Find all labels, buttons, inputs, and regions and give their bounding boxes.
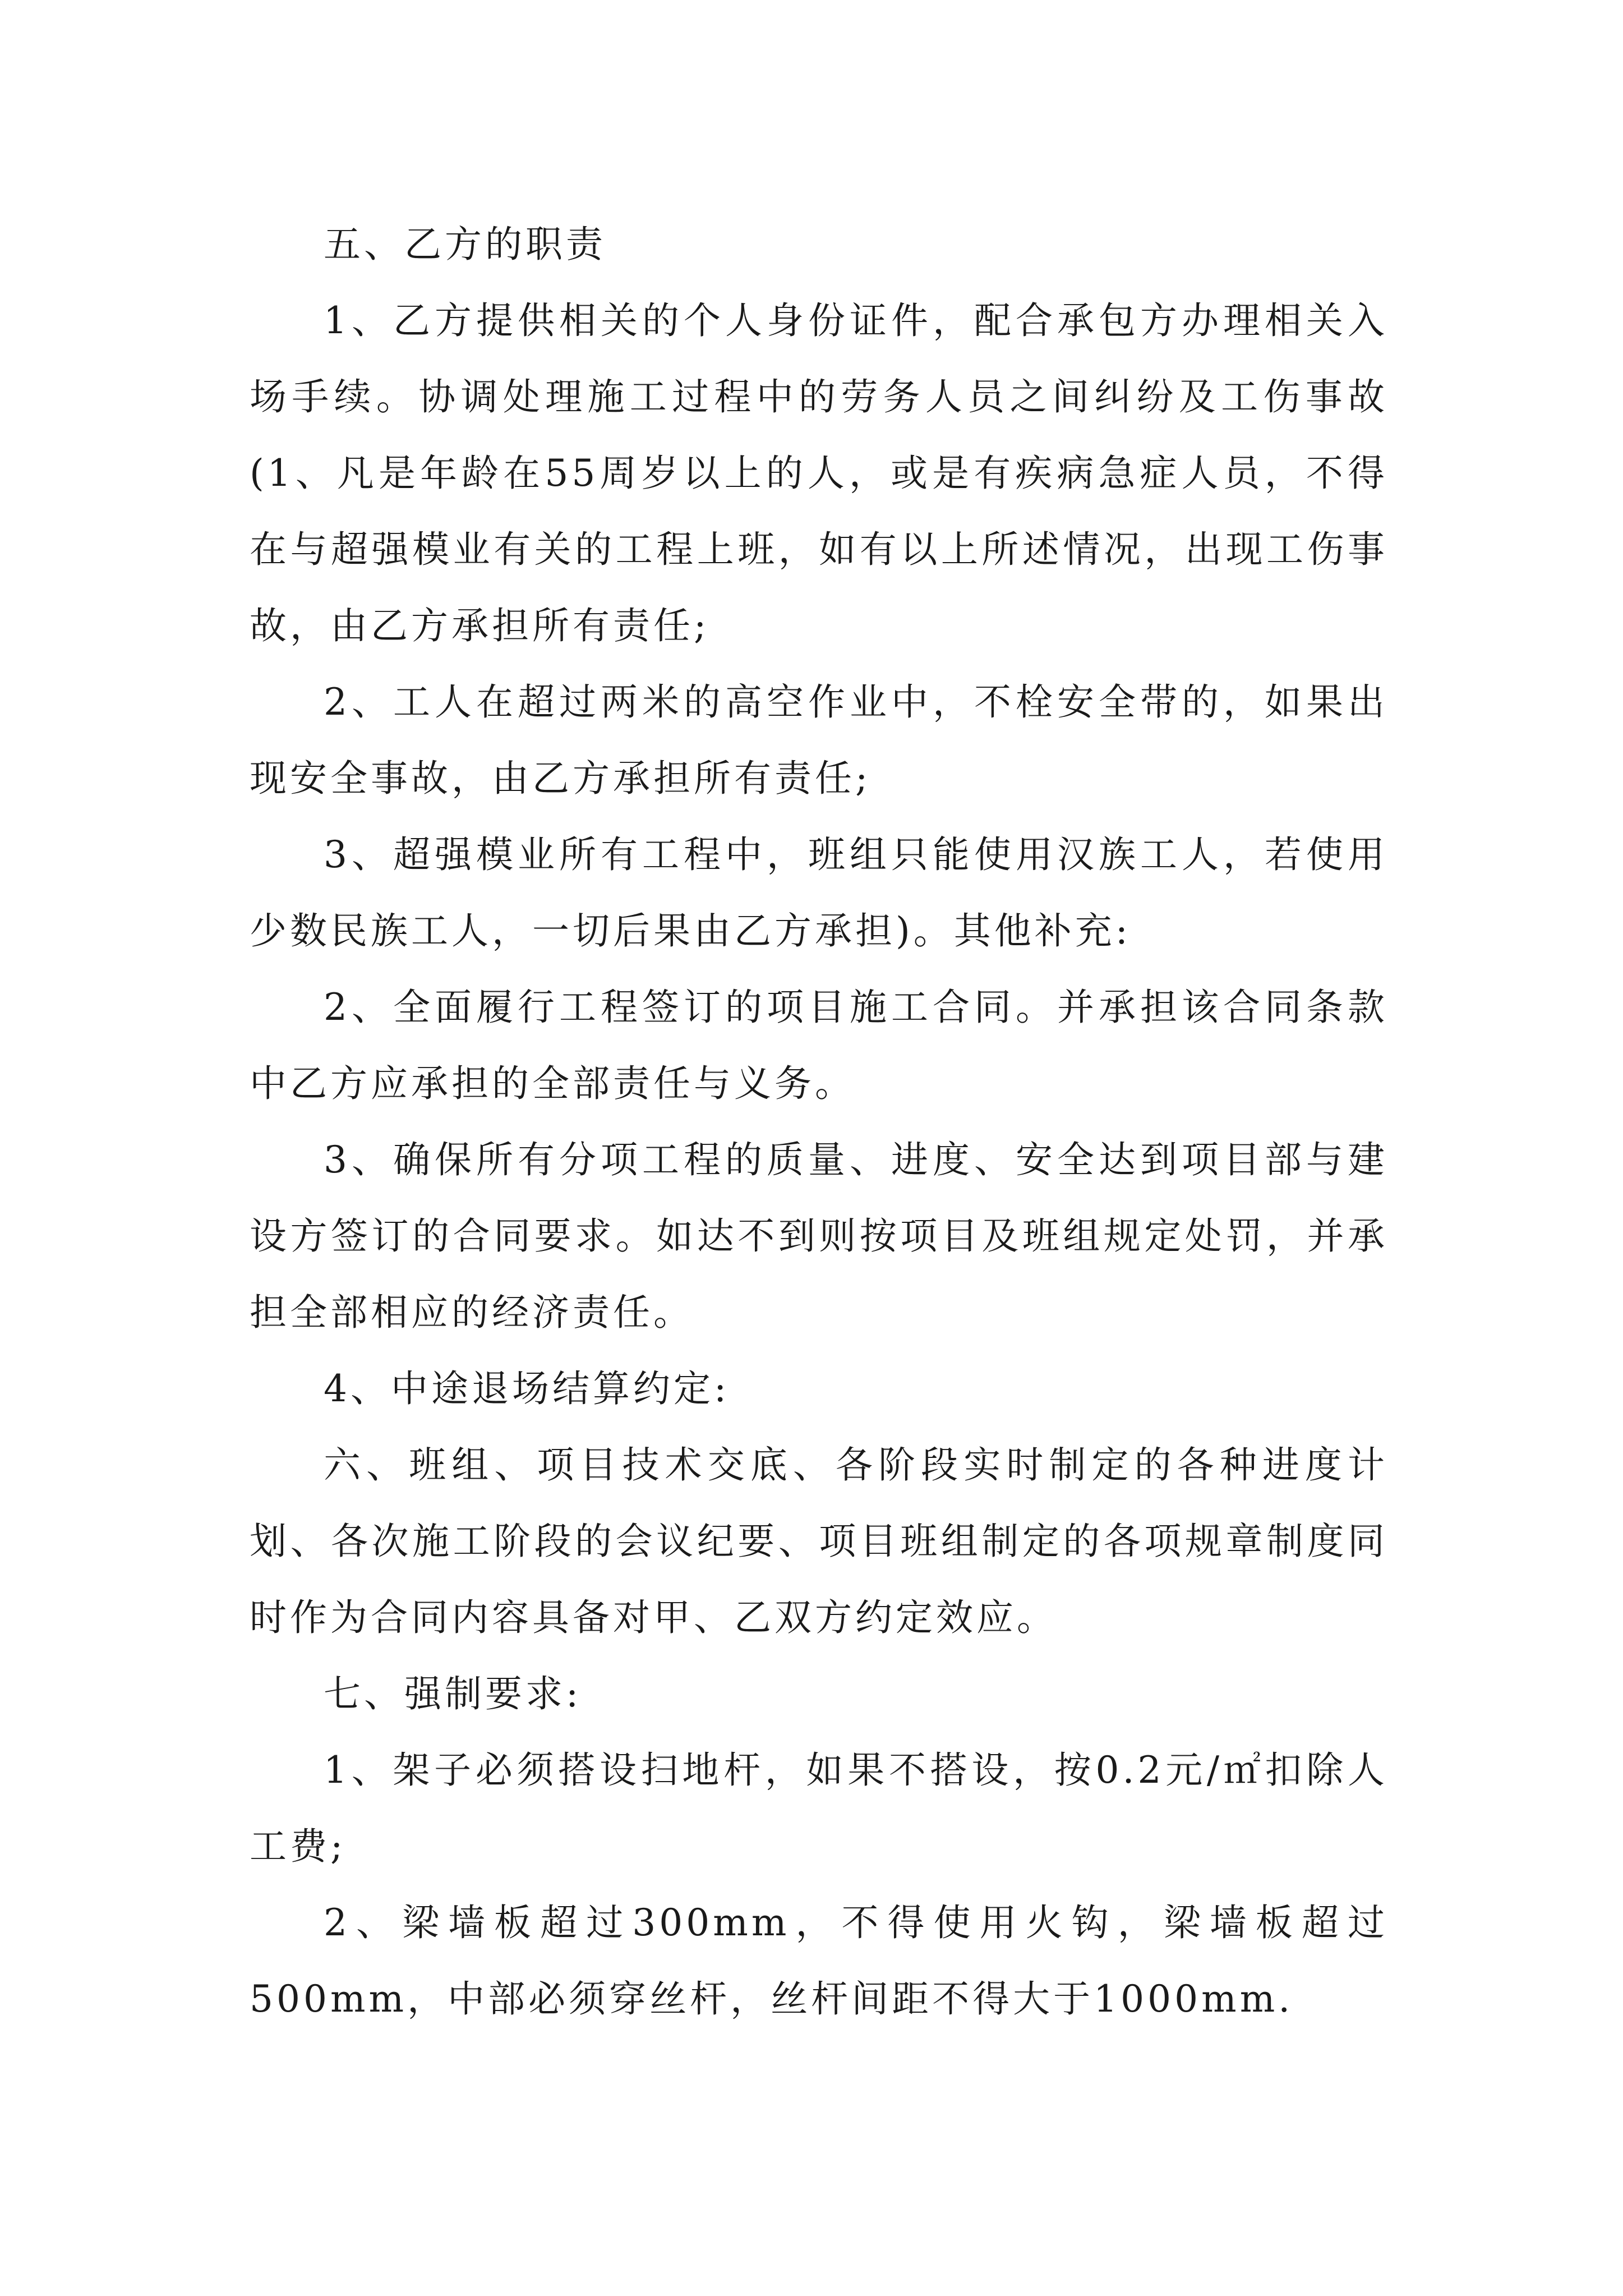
paragraph-mandatory-1: 1、架子必须搭设扫地杆，如果不搭设，按0.2元/㎡扣除人工费; bbox=[250, 1749, 1388, 1868]
paragraph-duty-1: 1、乙方提供相关的个人身份证件，配合承包方办理相关入场手续。协调处理施工过程中的劳务人员之间纠纷及工伤事故(1、凡是年龄在55周岁以上的人，或是有疾病急症人员，不得在与超强模业有关的工程上班，如有以上所述情况，出现工伤事故，由乙方承担所有责任; bbox=[250, 299, 1388, 647]
paragraph-supplement-4: 4、中途退场结算约定: bbox=[324, 1367, 730, 1410]
paragraph-duty-3-workers: 3、超强模业所有工程中，班组只能使用汉族工人，若使用少数民族工人，一切后果由乙方承担)。其他补充: bbox=[250, 833, 1388, 953]
paragraph-supplement-2: 2、全面履行工程签订的项目施工合同。并承担该合同条款中乙方应承担的全部责任与义务。 bbox=[250, 986, 1388, 1105]
paragraph-supplement-3: 3、确保所有分项工程的质量、进度、安全达到项目部与建设方签订的合同要求。如达不到则按项目及班组规定处罚，并承担全部相应的经济责任。 bbox=[250, 1138, 1388, 1334]
paragraph-mandatory-2: 2、梁墙板超过300mm，不得使用火钩，梁墙板超过500mm，中部必须穿丝杆，丝杆间距不得大于1000mm. bbox=[250, 1901, 1388, 2021]
section-six: 六、班组、项目技术交底、各阶段实时制定的各种进度计划、各次施工阶段的会议纪要、项目班组制定的各项规章制度同时作为合同内容具备对甲、乙双方约定效应。 bbox=[250, 1443, 1388, 1639]
document-body bbox=[250, 206, 1388, 2037]
section-heading-party-b-duties: 五、乙方的职责 bbox=[324, 223, 606, 266]
section-heading-mandatory: 七、强制要求: bbox=[324, 1672, 582, 1715]
paragraph-duty-2-height-work: 2、工人在超过两米的高空作业中，不栓安全带的，如果出现安全事故，由乙方承担所有责任; bbox=[250, 680, 1388, 800]
